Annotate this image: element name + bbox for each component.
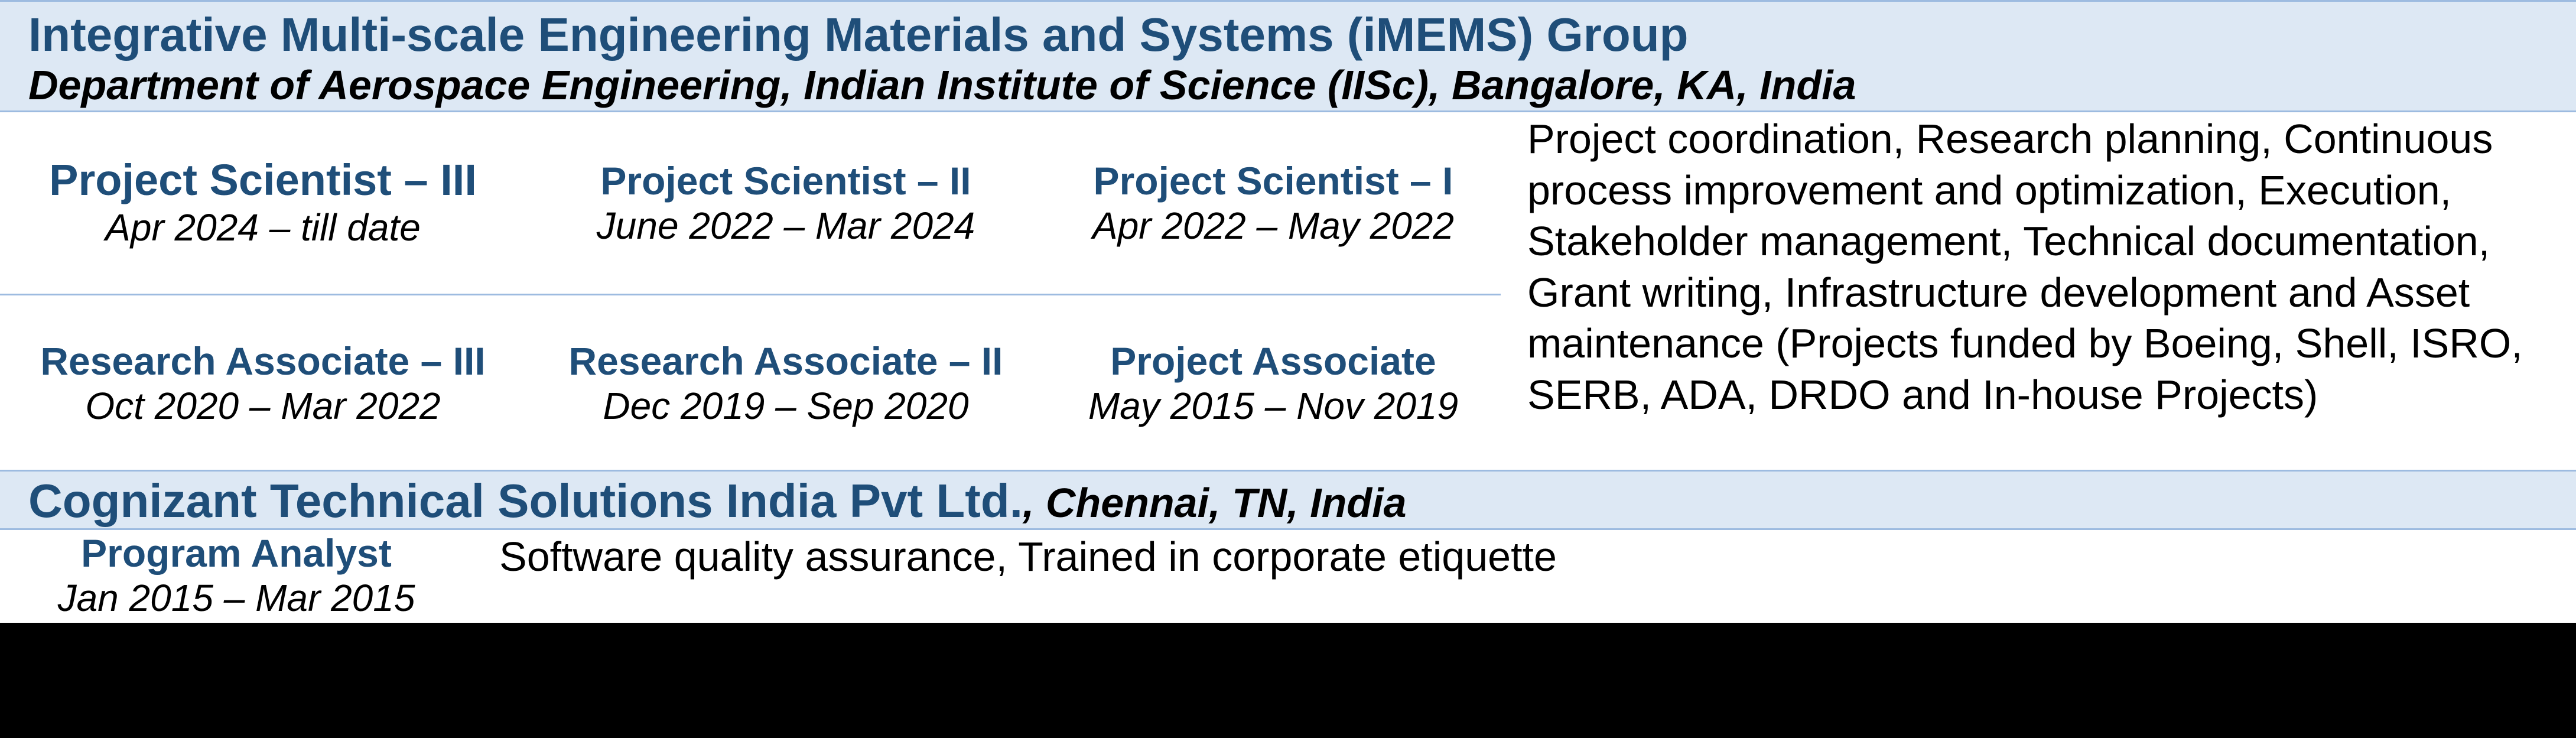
role-project-scientist-iii [24,155,502,250]
role-dates: May 2015 – Nov 2019 [1088,385,1459,427]
role-title: Project Scientist – III [49,155,477,204]
role-research-associate-iii [24,339,502,428]
role-title: Project Scientist – II [600,159,971,203]
role-dates: Jan 2015 – Mar 2015 [57,577,415,619]
role-dates: June 2022 – Mar 2024 [596,204,975,247]
org2-description: Software quality assurance, Trained in corporate etiquette [499,534,1557,580]
org1-title: Integrative Multi-scale Engineering Materials and Systems (iMEMS) Group [28,8,1689,61]
role-research-associate-ii [532,339,1040,428]
org2-name: Cognizant Technical Solutions India Pvt Ltd. [28,474,1023,527]
org1-header-band [0,0,2576,112]
role-title: Program Analyst [81,531,392,575]
role-dates: Apr 2022 – May 2022 [1092,204,1454,247]
org1-description: Project coordination, Research planning, Continuous process improvement and optimization, Execution, Stakeholder management, Technical documentation, Grant writing, Infrastructure development and Asset maintenance (Projects funded by Boeing, Shell, ISRO, SERB, ADA, DRDO and In-house Projects) [1527,116,2523,418]
org2-location: , Chennai, TN, India [1023,480,1407,526]
role-title: Project Scientist – I [1093,159,1453,203]
role-title: Research Associate – III [40,339,486,383]
role-dates: Oct 2020 – Mar 2022 [85,385,441,427]
role-title: Project Associate [1110,339,1436,383]
role-project-associate [1063,339,1483,428]
org1-department: Department of Aerospace Engineering, Indian Institute of Science (IISc), Bangalore, KA, India [28,62,1856,108]
role-project-scientist-ii [532,158,1040,248]
role-dates: Dec 2019 – Sep 2020 [603,385,969,427]
role-project-scientist-i [1063,158,1483,248]
role-title: Research Associate – II [568,339,1003,383]
role-program-analyst [24,531,449,620]
role-dates: Apr 2024 – till date [105,206,421,249]
roles-divider [0,294,1501,295]
